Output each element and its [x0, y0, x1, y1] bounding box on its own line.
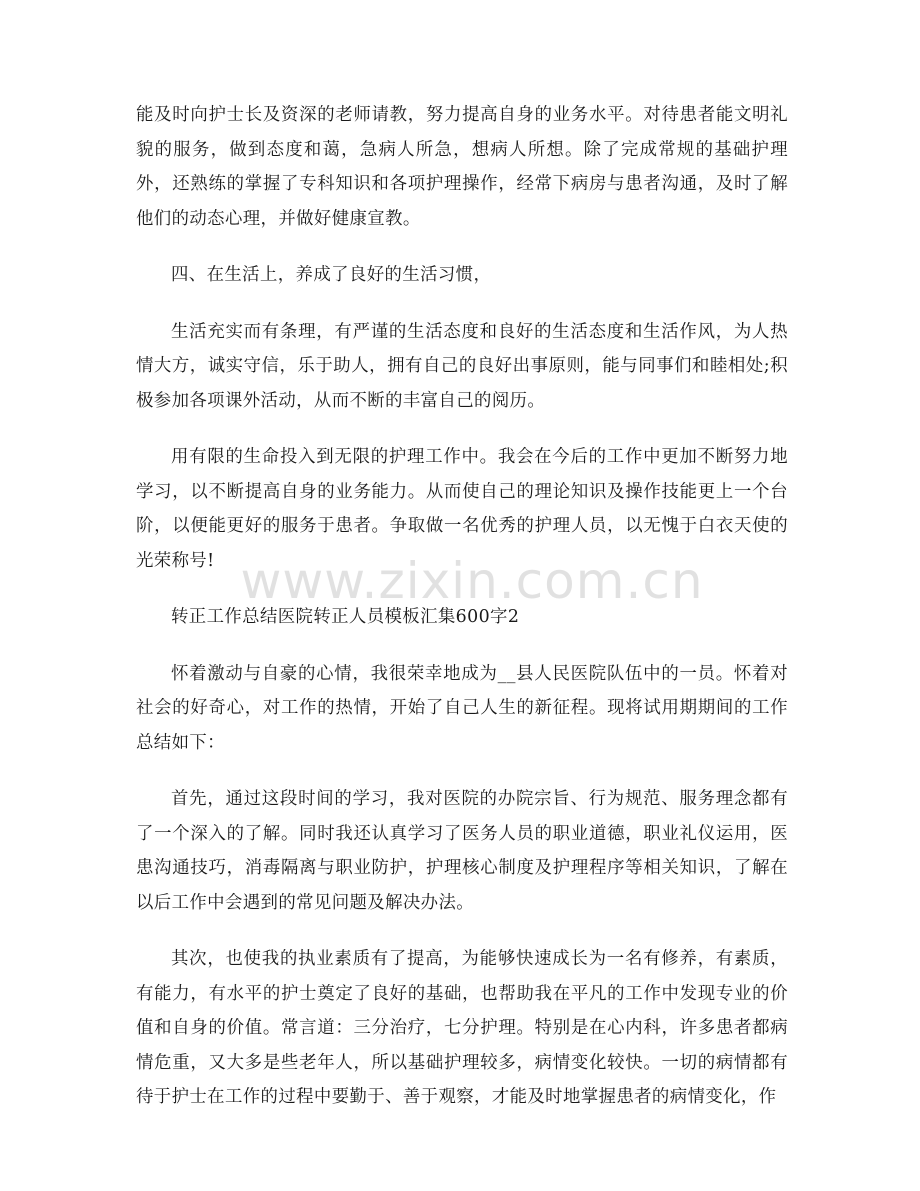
document-body — [136, 98, 788, 1137]
paragraph-first: 首先，通过这段时间的学习，我对医院的办院宗旨、行为规范、服务理念都有了一个深入的了解。同时我还认真学习了医务人员的职业道德，职业礼仪运用，医患沟通技巧，消毒隔离与职业防护，护理核心制度及护理程序等相关知识，了解在以后工作中会遇到的常见问题及解决办法。 — [136, 789, 788, 913]
paragraph-commitment: 用有限的生命投入到无限的护理工作中。我会在今后的工作中更加不断努力地学习，以不断提高自身的业务能力。从而使自己的理论知识及操作技能更上一个台阶，以便能更好的服务于患者。争取做一名优秀的护理人员，以无愧于白衣天使的光荣称号! — [136, 447, 788, 571]
paragraph-second: 其次，也使我的执业素质有了提高，为能够快速成长为一名有修养，有素质，有能力，有水平的护士奠定了良好的基础，也帮助我在平凡的工作中发现专业的价值和自身的价值。常言道：三分治疗，七分护理。特别是在心内科，许多患者都病情危重，又大多是些老年人，所以基础护理较多，病情变化较快。一切的病情都有待于护士在工作的过程中要勤于、善于观察，才能及时地掌握患者的病情变化，作 — [136, 949, 788, 1107]
paragraph-intro: 怀着激动与自豪的心情，我很荣幸地成为__县人民医院队伍中的一员。怀着对社会的好奇心，对工作的热情，开始了自己人生的新征程。现将试用期期间的工作总结如下： — [136, 663, 788, 753]
section-heading-life: 四、在生活上，养成了良好的生活习惯， — [171, 265, 492, 285]
article-title: 转正工作总结医院转正人员模板汇集600字2 — [171, 607, 520, 627]
paragraph-continuation: 能及时向护士长及资深的老师请教，努力提高自身的业务水平。对待患者能文明礼貌的服务，做到态度和蔼，急病人所急，想病人所想。除了完成常规的基础护理外，还熟练的掌握了专科知识和各项护理操作，经常下病房与患者沟通，及时了解他们的动态心理，并做好健康宣教。 — [136, 105, 788, 229]
watermark-text: www.zixin.com.cn — [240, 552, 704, 610]
paragraph-life: 生活充实而有条理，有严谨的生活态度和良好的生活态度和生活作风，为人热情大方，诚实守信，乐于助人，拥有自己的良好出事原则，能与同事们和睦相处;积极参加各项课外活动，从而不断的丰富自己的阅历。 — [136, 321, 788, 411]
